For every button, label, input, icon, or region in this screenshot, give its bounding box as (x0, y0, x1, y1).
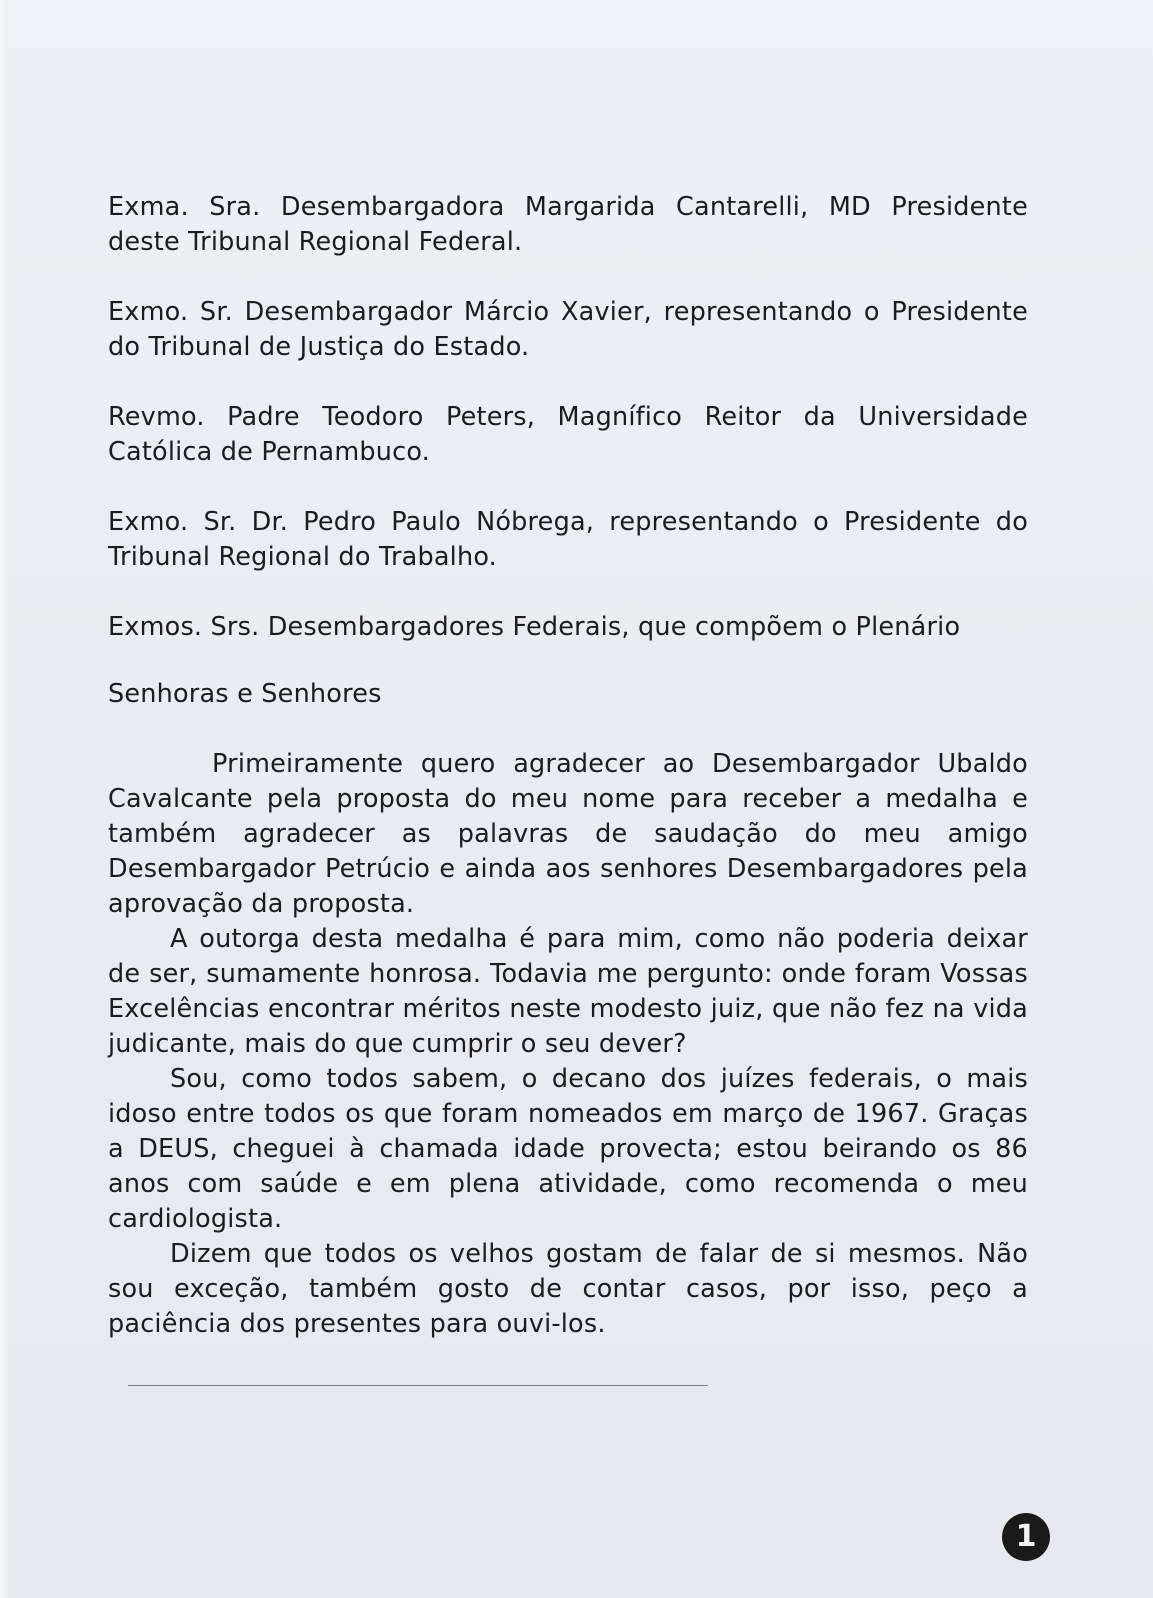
page-edge (0, 0, 8, 1598)
speech-body (108, 747, 1028, 1342)
ink-underline-mark (128, 1385, 708, 1386)
speech-content (108, 190, 1028, 1342)
paragraph-outorga: A outorga desta medalha é para mim, como não poderia deixar de ser, sumamente honrosa. Todavia me pergunto: onde foram Vossas Excelências encontrar méritos neste modesto juiz, que não fez na vida judicante, mais do que cumprir o seu dever? (108, 924, 1028, 1059)
paragraph-casos: Dizem que todos os velhos gostam de falar de si mesmos. Não sou exceção, também gosto de contar casos, por isso, peço a paciência dos presentes para ouvi-los. (108, 1239, 1028, 1339)
salutation-tribunal-justica: Exmo. Sr. Desembargador Márcio Xavier, representando o Presidente do Tribunal de Justiça do Estado. (108, 297, 1028, 362)
page-number-badge: 1 (1002, 1513, 1050, 1561)
salutation-reitor: Revmo. Padre Teodoro Peters, Magnífico Reitor da Universidade Católica de Pernambuco. (108, 402, 1028, 467)
salutation-plenario: Exmos. Srs. Desembargadores Federais, que compõem o Plenário (108, 612, 961, 642)
salutation-tribunal-trabalho: Exmo. Sr. Dr. Pedro Paulo Nóbrega, representando o Presidente do Tribunal Regional do Trabalho. (108, 507, 1028, 572)
paragraph-agradecimento: Primeiramente quero agradecer ao Desembargador Ubaldo Cavalcante pela proposta do meu nome para receber a medalha e também agradecer as palavras de saudação do meu amigo Desembargador Petrúcio e ainda aos senhores Desembargadores pela aprovação da proposta. (108, 749, 1028, 919)
salutation-president-trf: Exma. Sra. Desembargadora Margarida Cantarelli, MD Presidente deste Tribunal Regional Federal. (108, 192, 1028, 257)
salutation-senhoras: Senhoras e Senhores (108, 679, 382, 709)
paragraph-decano: Sou, como todos sabem, o decano dos juízes federais, o mais idoso entre todos os que foram nomeados em março de 1967. Graças a DEUS, cheguei à chamada idade provecta; estou beirando os 86 anos com saúde e em plena atividade, como recomenda o meu cardiologista. (108, 1064, 1028, 1234)
